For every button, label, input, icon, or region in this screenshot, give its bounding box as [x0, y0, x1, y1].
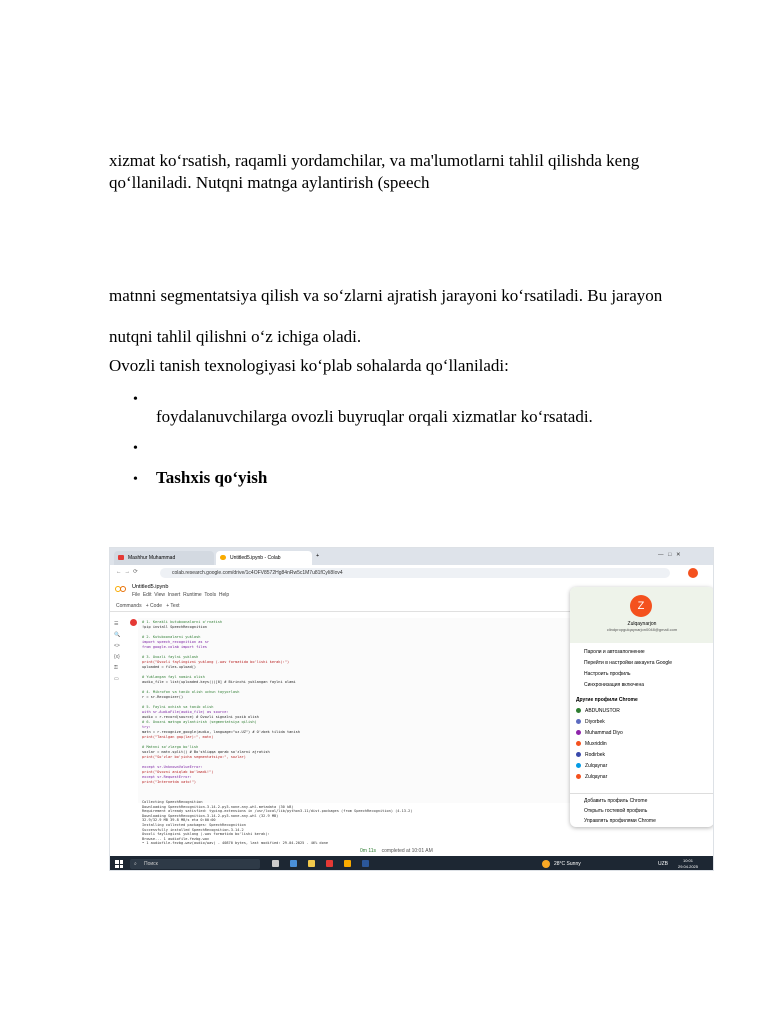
chrome-icon[interactable]	[344, 860, 351, 867]
profile-action-item[interactable]: Перейти в настройки аккаунта Google	[584, 660, 673, 666]
search-icon: ⌕	[134, 861, 137, 867]
notebook-name[interactable]: Untitled5.ipynb	[132, 584, 169, 590]
menu-insert[interactable]: Insert	[167, 592, 181, 598]
code-line: # 1. Kerakli kutubxonalarni o'rnatish	[142, 620, 223, 624]
menu-view[interactable]: View	[154, 592, 165, 598]
paragraph-3: Ovozli tanish texnologiyasi ko‘plab sohalarda qo‘llaniladi:	[109, 356, 509, 375]
tab-label: Mashhur Muhammad	[128, 555, 176, 561]
bullet-text: foydalanuvchilarga ovozli buyruqlar orqali xizmatlar ko‘rsatadi.	[156, 407, 593, 426]
windows-start-icon[interactable]	[115, 860, 123, 868]
code-line: # 2. Kutubxonalarni yuklash	[142, 635, 201, 639]
code-line: try:	[142, 725, 151, 729]
code-line: # Yuklangan fayl nomini olish	[142, 675, 205, 679]
app-icon[interactable]	[326, 860, 333, 867]
embedded-screenshot	[109, 547, 714, 871]
run-time: 0m 11s	[360, 848, 377, 854]
profile-item-label: Muxriddin	[585, 741, 607, 747]
paragraph-2-line-2: nutqni tahlil qilishni o‘z ichiga oladi.	[109, 327, 362, 346]
code-line: with sr.AudioFile(audio_file) as source:	[142, 710, 229, 714]
code-line: matn = r.recognize_google(audio, language="uz-UZ") # O'zbek tilida tanish	[142, 730, 300, 734]
profile-action-item[interactable]: Синхронизация включена	[584, 682, 644, 688]
word-icon[interactable]	[362, 860, 369, 867]
profile-item-label: Diyorbek	[585, 719, 605, 725]
clock-date: 29.04.2025	[677, 864, 699, 869]
profile-footer-item[interactable]: Управлять профилями Chrome	[584, 818, 656, 824]
edge-icon[interactable]	[290, 860, 297, 867]
code-line: print("So'zlar bo'yicha segmentatsiya:", sozlar)	[142, 755, 246, 759]
side-icons[interactable]: ☰ 🔍 <> {x} ⚿ ▭	[114, 621, 121, 682]
code-line: print("Ovozli faylingizni yuklang (.wav formatida bo'lishi kerak):")	[142, 660, 290, 664]
code-line: print("Tanilgan gap(lar):", matn)	[142, 735, 214, 739]
code-line: audio_file = list(uploaded.keys())[0] # Birinchi yuklangan faylni olami	[142, 680, 296, 684]
tab-label: Untitled5.ipynb - Colab	[230, 555, 281, 561]
menu-runtime[interactable]: Runtime	[183, 592, 202, 598]
window-controls[interactable]: — □ ✕	[658, 552, 681, 558]
weather-text: 28°C Sunny	[554, 861, 581, 867]
output-line: Downloading SpeechRecognition-3.14.2-py3-none-any.whl.metadata (30 kB)	[142, 804, 294, 809]
explorer-icon[interactable]	[308, 860, 315, 867]
menu-file[interactable]: File	[132, 592, 141, 598]
menu-edit[interactable]: Edit	[142, 592, 152, 598]
new-tab-button[interactable]: +	[316, 553, 320, 559]
windows-taskbar	[110, 856, 714, 871]
url-field[interactable]: colab.research.google.com/drive/1c4OFV8572Hg84nRw5c1M7u81fCyIi8Iov4	[160, 568, 670, 578]
profile-item-label: Rodirbek	[585, 752, 606, 758]
paragraph-2-line-1: matnni segmentatsiya qilish va so‘zlarni ajratish jarayoni ko‘rsatiladi. Bu jarayon	[109, 286, 663, 305]
code-line: !pip install SpeechRecognition	[142, 625, 207, 629]
menu-help[interactable]: Help	[218, 592, 230, 598]
paragraph-1-line-1: xizmat ko‘rsatish, raqamli yordamchilar, va ma'lumotlarni tahlil qilishda keng	[109, 151, 640, 170]
code-line: # Matnni so'zlarga bo'lish	[142, 745, 199, 749]
profile-footer	[570, 587, 714, 827]
completed-at: completed at 10:01 AM	[381, 848, 433, 854]
language-indicator[interactable]: UZB	[658, 861, 668, 867]
other-profiles-header: Другие профили Chrome	[576, 697, 638, 703]
profile-item-label: Zulqaynar	[585, 774, 608, 780]
add-text-button[interactable]: + Text	[166, 603, 180, 609]
profile-action-item[interactable]: Настроить профиль	[584, 671, 631, 677]
output-line: • 1 audiofile-fezbg.wav(audio/wav) - 40870 bytes, last modified: 29.04.2025 - 46% done	[142, 841, 329, 846]
task-view-icon[interactable]	[272, 860, 279, 867]
code-line: # 5. Faylni ochish va tanib olish	[142, 705, 214, 709]
paragraph-1-line-2: qo‘llaniladi. Nutqni matnga aylantirish (speech	[109, 173, 430, 192]
taskbar-search-label: Поиск	[144, 861, 158, 867]
code-line: # 4. Mikrofon va tanib olish uchun tayyorlash	[142, 690, 240, 694]
profile-item-label: ABDUNUSTOR	[585, 708, 620, 714]
status-bar	[360, 848, 433, 854]
output-line: Collecting SpeechRecognition	[142, 800, 203, 804]
commands-button[interactable]: Commands	[116, 603, 142, 609]
chrome-profile-popup	[570, 587, 714, 827]
code-line: import speech_recognition as sr	[142, 640, 210, 644]
bullet-text-bold: Tashxis qo‘yish	[156, 468, 268, 487]
bullet-marker: •	[133, 472, 138, 487]
profile-name: Zulqaynarjon	[627, 621, 657, 627]
taskbar-search[interactable]	[130, 859, 260, 869]
code-line: from google.colab import files	[142, 645, 207, 649]
code-line: except sr.RequestError:	[142, 775, 192, 779]
clock[interactable]	[676, 858, 700, 870]
profile-footer-item[interactable]: Добавить профиль Chrome	[584, 798, 648, 804]
profile-item-label: Zulqaynar	[585, 763, 608, 769]
code-line: r = sr.Recognizer()	[142, 695, 184, 699]
code-line: print("Internetda xato!")	[142, 780, 197, 784]
output-line: Successfully installed SpeechRecognition-3.14.2	[142, 827, 244, 832]
code-line: except sr.UnknownValueError:	[142, 765, 203, 769]
output-line: Installing collected packages: SpeechRecognition	[142, 823, 246, 827]
output-line: Browse... 1 audiofile-fezbg.wav	[142, 836, 210, 841]
code-line: sozlar = matn.split() # Bo'shliqqa qarab so'zlarni ajratish	[142, 750, 270, 754]
code-line: # 3. Ovozli faylni yuklash	[142, 655, 199, 659]
output-line: Requirement already satisfied: typing-extensions in /usr/local/lib/python3.11/dist-packages (from SpeechRecognition) (4.13.2)	[142, 809, 413, 814]
bullet-marker: •	[133, 392, 138, 407]
code-line: # 6. Ovozni matnga aylantirish (segmentatsiya qilish)	[142, 720, 257, 724]
clock-time: 10:01	[682, 858, 693, 863]
code-line: uploaded = files.upload()	[142, 665, 197, 669]
profile-avatar: Z	[630, 595, 652, 617]
profile-footer-item[interactable]: Открыть гостевой профиль	[584, 808, 648, 814]
menu-tools[interactable]: Tools	[204, 592, 217, 598]
add-code-button[interactable]: + Code	[145, 603, 163, 609]
code-line: print("Ovozni aniqlab bo'lmadi!")	[142, 770, 214, 774]
bullet-marker: •	[133, 441, 138, 456]
code-line: audio = r.record(source) # Ovozli signalni yozib olish	[142, 715, 259, 719]
profile-action-item[interactable]: Пароли и автозаполнение	[584, 649, 645, 655]
output-line: Downloading SpeechRecognition-3.14.2-py3-none-any.whl (32.9 MB)	[142, 813, 279, 818]
profile-item-label: Muhammad Diyo	[585, 730, 623, 736]
weather-icon	[542, 860, 550, 868]
output-line: Ovozli faylingizni yuklang (.wav formatida bo'lishi kerak):	[142, 832, 270, 837]
profile-email: clindpropgulqaynarjon0048@gmail.com	[606, 627, 678, 632]
output-line: 32.9/32.9 MB 39.8 MB/s eta 0:00:00	[142, 818, 216, 823]
nav-buttons[interactable]: ← → ⟳	[116, 569, 138, 575]
